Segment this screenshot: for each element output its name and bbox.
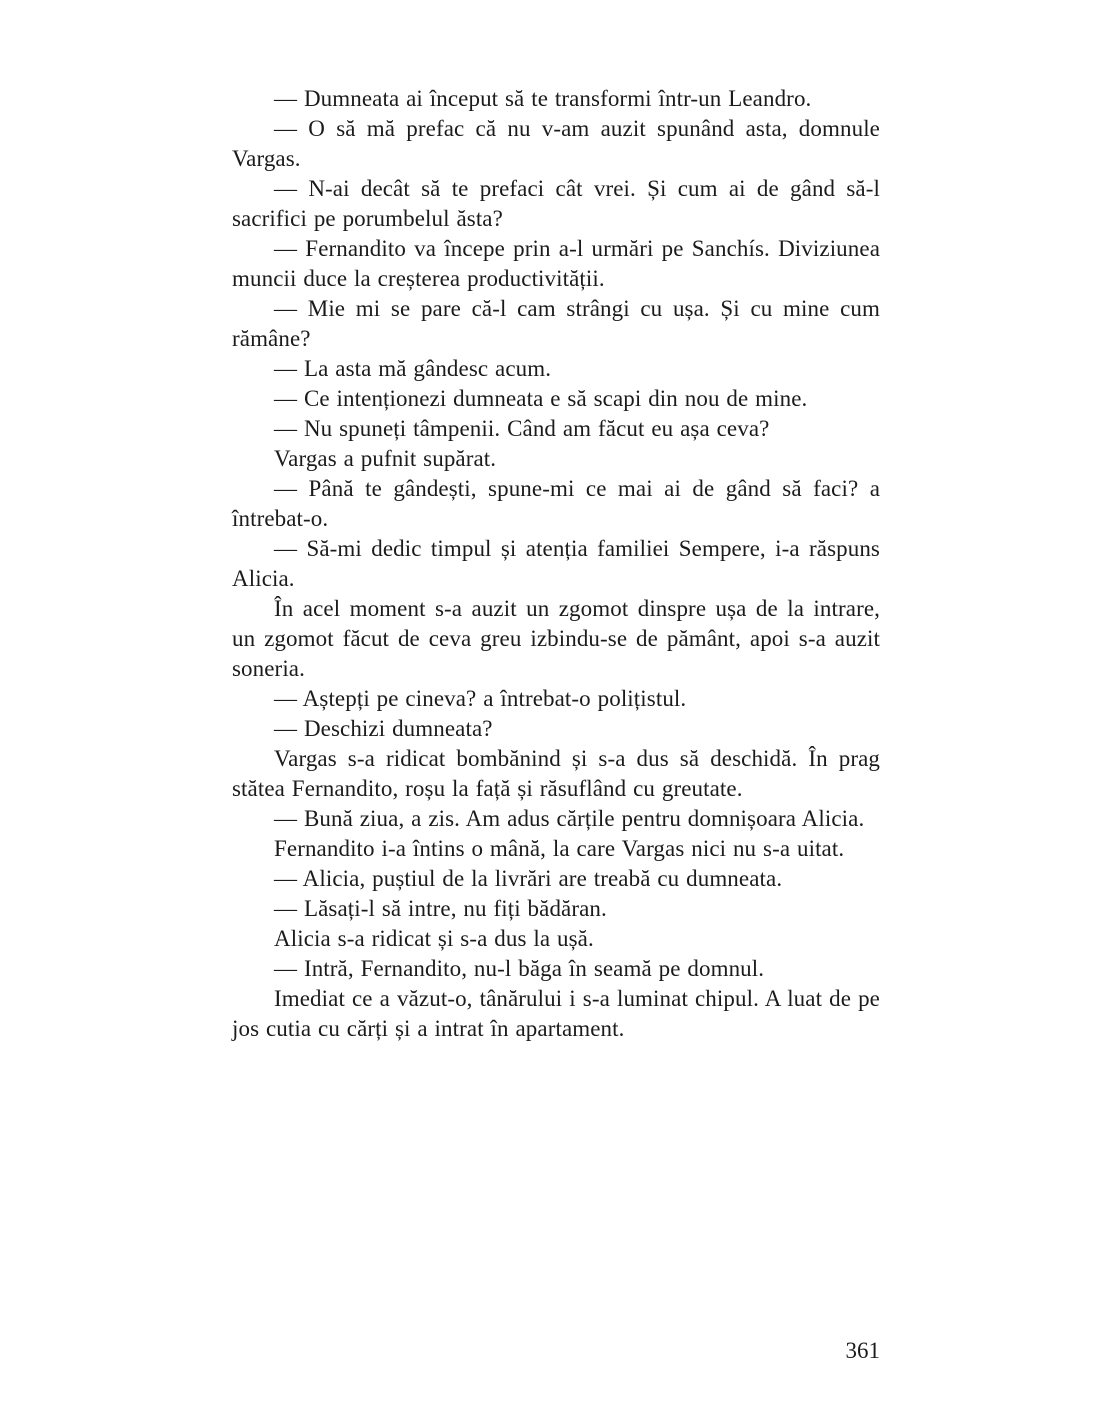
paragraph: Fernandito i-a întins o mână, la care Vargas nici nu s-a uitat. [274,836,845,861]
paragraph: — Ce intenționezi dumneata e să scapi din nou de mine. [274,386,808,411]
paragraph: — Bună ziua, a zis. Am adus cărțile pentru domnișoara Alicia. [274,806,865,831]
paragraph: — Deschizi dumneata? [274,716,493,741]
paragraph: Imediat ce a văzut-o, tânărului i s-a luminat chipul. A luat de pe jos cutia cu cărți și a intrat în apartament. [232,986,880,1041]
paragraph: — O să mă prefac că nu v-am auzit spunând asta, domnule Vargas. [232,116,880,171]
paragraph: — Intră, Fernandito, nu-l băga în seamă pe domnul. [274,956,765,981]
paragraph: Vargas s-a ridicat bombănind și s-a dus să deschidă. În prag stătea Fernandito, roșu la față și răsuflând cu greutate. [232,746,880,801]
paragraph: În acel moment s-a auzit un zgomot dinspre ușa de la intrare, un zgomot făcut de ceva greu izbindu-se de pământ, apoi s-a auzit soneria. [232,596,880,681]
paragraph: — Fernandito va începe prin a-l urmări pe Sanchís. Diviziunea muncii duce la creșterea productivității. [232,236,880,291]
paragraph: — La asta mă gândesc acum. [274,356,552,381]
paragraph: — Să-mi dedic timpul și atenția familiei Sempere, i-a răspuns Alicia. [232,536,880,591]
paragraph: — Mie mi se pare că-l cam strângi cu ușa. Și cu mine cum rămâne? [232,296,880,351]
paragraph: — Alicia, puștiul de la livrări are treabă cu dumneata. [274,866,783,891]
paragraph: — Până te gândești, spune-mi ce mai ai de gând să faci? a întrebat-o. [232,476,880,531]
paragraph: — Lăsați-l să intre, nu fiți bădăran. [274,896,607,921]
paragraph: — Nu spuneți tâmpenii. Când am făcut eu așa ceva? [274,416,770,441]
page-number: 361 [845,1338,880,1363]
page-text [232,84,880,1044]
paragraph: — Aștepți pe cineva? a întrebat-o polițistul. [274,686,687,711]
paragraph: Vargas a pufnit supărat. [274,446,497,471]
paragraph: Alicia s-a ridicat și s-a dus la ușă. [274,926,594,951]
paragraph: — N-ai decât să te prefaci cât vrei. Și cum ai de gând să-l sacrifici pe porumbelul ăsta? [232,176,880,231]
paragraph: — Dumneata ai început să te transformi într-un Leandro. [274,86,812,111]
